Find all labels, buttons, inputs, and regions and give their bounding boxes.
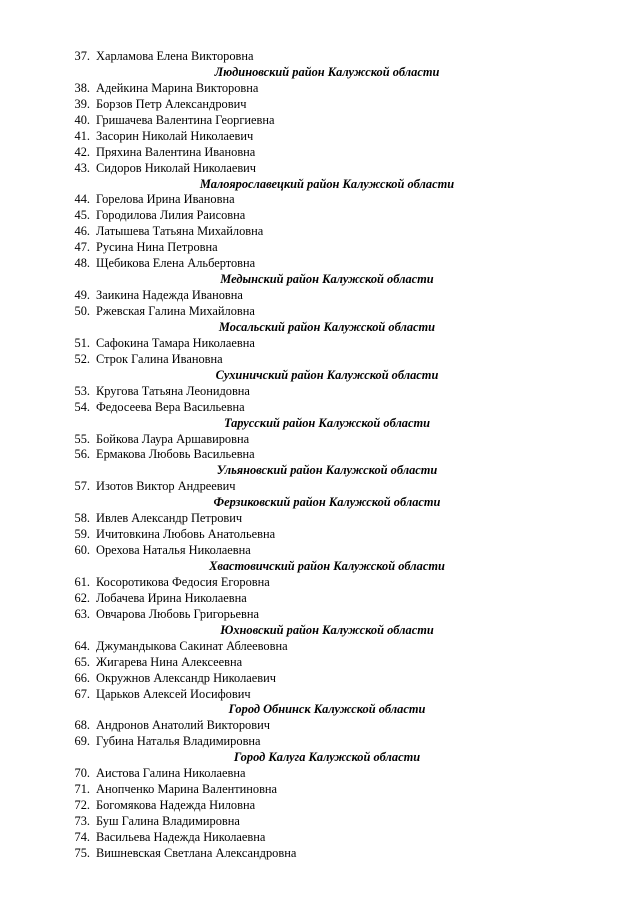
list-item bbox=[0, 655, 640, 671]
list-item bbox=[0, 240, 640, 256]
list-item-name: Лобачева Ирина Николаевна bbox=[96, 590, 247, 605]
list-item-number: 70. bbox=[74, 766, 90, 781]
district-heading: Юхновский район Калужской области bbox=[220, 622, 434, 637]
district-heading: Ульяновский район Калужской области bbox=[216, 463, 438, 478]
list-item-number: 38. bbox=[74, 80, 90, 95]
district-heading: Город Калуга Калужской области bbox=[233, 750, 421, 765]
list-item bbox=[0, 224, 640, 240]
district-heading: Ферзиковский район Калужской области bbox=[213, 495, 441, 510]
list-item bbox=[0, 846, 640, 862]
list-item-name: Федосеева Вера Васильевна bbox=[96, 399, 245, 414]
list-item-number: 48. bbox=[74, 256, 90, 271]
list-item-number: 56. bbox=[74, 447, 90, 462]
list-item-name: Губина Наталья Владимировна bbox=[96, 734, 261, 749]
list-item-name: Васильева Надежда Николаевна bbox=[96, 829, 266, 844]
list-item-number: 47. bbox=[74, 240, 90, 255]
list-item-number: 37. bbox=[74, 49, 90, 63]
list-item bbox=[0, 49, 640, 65]
list-item-number: 50. bbox=[74, 304, 90, 318]
list-item-number: 42. bbox=[74, 144, 90, 159]
list-item-number: 63. bbox=[74, 606, 90, 621]
list-item-number: 54. bbox=[74, 399, 90, 414]
list-item-name: Ичитовкина Любовь Анатольевна bbox=[96, 527, 276, 542]
list-item-number: 46. bbox=[74, 224, 90, 239]
list-item-number: 69. bbox=[74, 734, 90, 749]
list-item bbox=[0, 352, 640, 368]
list-item-name: Адейкина Марина Викторовна bbox=[96, 80, 259, 95]
list-item-name: Вишневская Светлана Александровна bbox=[96, 845, 297, 860]
list-item-number: 55. bbox=[74, 431, 90, 446]
list-item bbox=[0, 718, 640, 734]
list-item-name: Городилова Лилия Раисовна bbox=[96, 208, 246, 223]
list-item-name: Пряхина Валентина Ивановна bbox=[96, 144, 256, 159]
list-item bbox=[0, 208, 640, 224]
list-item bbox=[0, 671, 640, 687]
list-item bbox=[0, 288, 640, 304]
list-item-name: Джумандыкова Сакинат Аблеевовна bbox=[96, 638, 288, 653]
district-heading: Сухиничский район Калужской области bbox=[215, 367, 439, 382]
list-item-name: Орехова Наталья Николаевна bbox=[96, 543, 251, 558]
list-item bbox=[0, 591, 640, 607]
list-item bbox=[0, 766, 640, 782]
list-item-name: Харламова Елена Викторовна bbox=[96, 49, 254, 63]
list-item-number: 57. bbox=[74, 479, 90, 494]
list-item-number: 65. bbox=[74, 654, 90, 669]
list-item-number: 51. bbox=[74, 335, 90, 350]
list-item bbox=[0, 161, 640, 177]
district-heading: Малоярославецкий район Калужской области bbox=[199, 176, 455, 191]
list-item-number: 60. bbox=[74, 543, 90, 558]
list-item-number: 74. bbox=[74, 829, 90, 844]
list-item bbox=[0, 113, 640, 129]
list-item bbox=[0, 145, 640, 161]
name-list bbox=[0, 49, 640, 862]
list-item-name: Ермакова Любовь Васильевна bbox=[96, 447, 255, 462]
list-item bbox=[0, 734, 640, 750]
list-item-name: Латышева Татьяна Михайловна bbox=[96, 224, 264, 239]
list-item-number: 58. bbox=[74, 511, 90, 526]
list-item-number: 66. bbox=[74, 670, 90, 685]
list-item-name: Аистова Галина Николаевна bbox=[96, 766, 246, 781]
list-item-name: Строк Галина Ивановна bbox=[96, 351, 223, 366]
list-item bbox=[0, 814, 640, 830]
list-item bbox=[0, 639, 640, 655]
list-item-number: 49. bbox=[74, 288, 90, 303]
list-item-number: 67. bbox=[74, 686, 90, 701]
list-item bbox=[0, 400, 640, 416]
list-item-name: Сафокина Тамара Николаевна bbox=[96, 335, 255, 350]
list-item-number: 39. bbox=[74, 96, 90, 111]
list-item-name: Окружнов Александр Николаевич bbox=[96, 670, 276, 685]
list-item bbox=[0, 798, 640, 814]
list-item-name: Ивлев Александр Петрович bbox=[96, 511, 243, 526]
list-item-number: 52. bbox=[74, 351, 90, 366]
list-item bbox=[0, 511, 640, 527]
list-item-number: 59. bbox=[74, 527, 90, 542]
list-item bbox=[0, 192, 640, 208]
list-item-name: Изотов Виктор Андреевич bbox=[96, 479, 236, 494]
list-item bbox=[0, 447, 640, 463]
list-item-number: 44. bbox=[74, 192, 90, 207]
list-item-name: Ржевская Галина Михайловна bbox=[96, 304, 255, 318]
list-item bbox=[0, 830, 640, 846]
list-item-number: 68. bbox=[74, 718, 90, 733]
list-item bbox=[0, 432, 640, 448]
district-heading: Тарусский район Калужской области bbox=[223, 415, 431, 430]
list-item-number: 40. bbox=[74, 112, 90, 127]
list-item bbox=[0, 256, 640, 272]
list-item-number: 45. bbox=[74, 208, 90, 223]
list-item-name: Буш Галина Владимировна bbox=[96, 814, 240, 828]
list-item-name: Косоротикова Федосия Егоровна bbox=[96, 574, 270, 589]
list-item bbox=[0, 607, 640, 623]
list-item-name: Русина Нина Петровна bbox=[96, 240, 218, 255]
list-item-name: Овчарова Любовь Григорьевна bbox=[96, 606, 259, 621]
list-item-name: Засорин Николай Николаевич bbox=[96, 128, 254, 143]
list-item bbox=[0, 575, 640, 591]
list-item-name: Сидоров Николай Николаевич bbox=[96, 160, 257, 175]
list-item-name: Кругова Татьяна Леонидовна bbox=[96, 383, 250, 398]
district-heading: Мосальский район Калужской области bbox=[218, 319, 436, 334]
list-item-name: Горелова Ирина Ивановна bbox=[96, 192, 235, 207]
list-item bbox=[0, 81, 640, 97]
list-item bbox=[0, 336, 640, 352]
list-item bbox=[0, 97, 640, 113]
list-item bbox=[0, 129, 640, 145]
list-item bbox=[0, 527, 640, 543]
list-item-number: 62. bbox=[74, 590, 90, 605]
list-item-number: 41. bbox=[74, 128, 90, 143]
district-heading: Людиновский район Калужской области bbox=[214, 64, 440, 79]
list-item-number: 71. bbox=[74, 782, 90, 797]
list-item bbox=[0, 304, 640, 320]
list-item-number: 43. bbox=[74, 160, 90, 175]
district-heading: Хвастовичский район Калужской области bbox=[209, 559, 445, 573]
list-item-name: Богомякова Надежда Ниловна bbox=[96, 798, 256, 813]
list-item-name: Андронов Анатолий Викторович bbox=[96, 718, 270, 733]
list-item-name: Гришачева Валентина Георгиевна bbox=[96, 112, 275, 127]
list-item bbox=[0, 384, 640, 400]
list-item bbox=[0, 687, 640, 703]
list-item bbox=[0, 782, 640, 798]
list-item-number: 61. bbox=[74, 574, 90, 589]
list-item-number: 64. bbox=[74, 638, 90, 653]
district-heading: Медынский район Калужской области bbox=[220, 272, 434, 287]
list-item-name: Жигарева Нина Алексеевна bbox=[96, 654, 243, 669]
list-item-name: Царьков Алексей Иосифович bbox=[96, 686, 251, 701]
list-item-name: Борзов Петр Александрович bbox=[96, 96, 247, 111]
list-item-name: Анопченко Марина Валентиновна bbox=[96, 782, 278, 797]
district-heading: Город Обнинск Калужской области bbox=[228, 702, 426, 717]
list-item bbox=[0, 543, 640, 559]
list-item-name: Заикина Надежда Ивановна bbox=[96, 288, 243, 303]
list-item-number: 73. bbox=[74, 814, 90, 828]
list-item-number: 72. bbox=[74, 798, 90, 813]
list-item-number: 75. bbox=[74, 845, 90, 860]
list-item-name: Щебикова Елена Альбертовна bbox=[96, 256, 256, 271]
list-item bbox=[0, 479, 640, 495]
list-item-number: 53. bbox=[74, 383, 90, 398]
list-item-name: Бойкова Лаура Аршавировна bbox=[96, 431, 250, 446]
